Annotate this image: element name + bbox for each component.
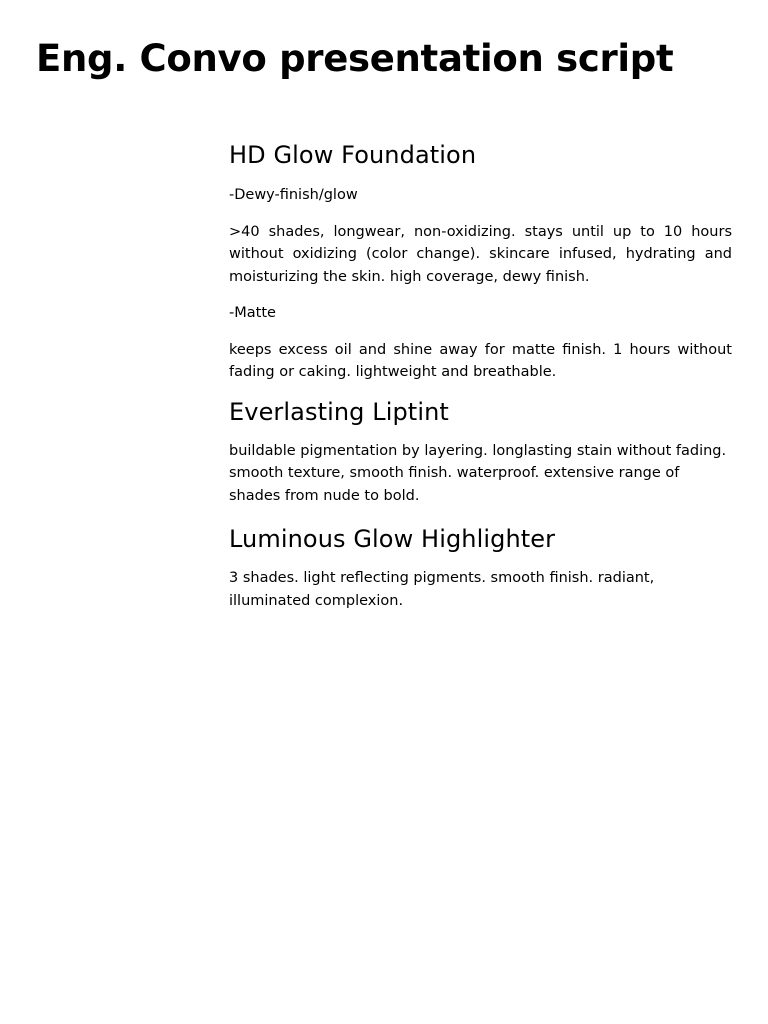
- section-heading-luminous-glow-highlighter: Luminous Glow Highlighter: [229, 525, 556, 553]
- paragraph-matte-label: -Matte: [229, 305, 276, 321]
- paragraph-dewy-finish-description: >40 shades, longwear, non-oxidizing. stays until up to 10 hours without oxidizing (color change). skincare infused, hydrating and moisturizing the skin. high coverage, dewy finish.: [229, 223, 732, 285]
- paragraph-dewy-finish-label: -Dewy-finish/glow: [229, 187, 358, 203]
- section-heading-hd-glow-foundation: HD Glow Foundation: [229, 141, 477, 169]
- paragraph-matte-description: keeps excess oil and shine away for matte finish. 1 hours without fading or caking. lightweight and breathable.: [229, 341, 732, 380]
- section-heading-everlasting-liptint: Everlasting Liptint: [229, 397, 449, 426]
- paragraph-highlighter-description: 3 shades. light reflecting pigments. smooth finish. radiant, illuminated complexion.: [229, 570, 655, 609]
- script-content: [229, 137, 732, 612]
- document-title: Eng. Convo presentation script: [36, 37, 674, 80]
- paragraph-liptint-description: buildable pigmentation by layering. longlasting stain without fading. smooth texture, smooth finish. waterproof. extensive range of shades from nude to bold.: [229, 442, 727, 504]
